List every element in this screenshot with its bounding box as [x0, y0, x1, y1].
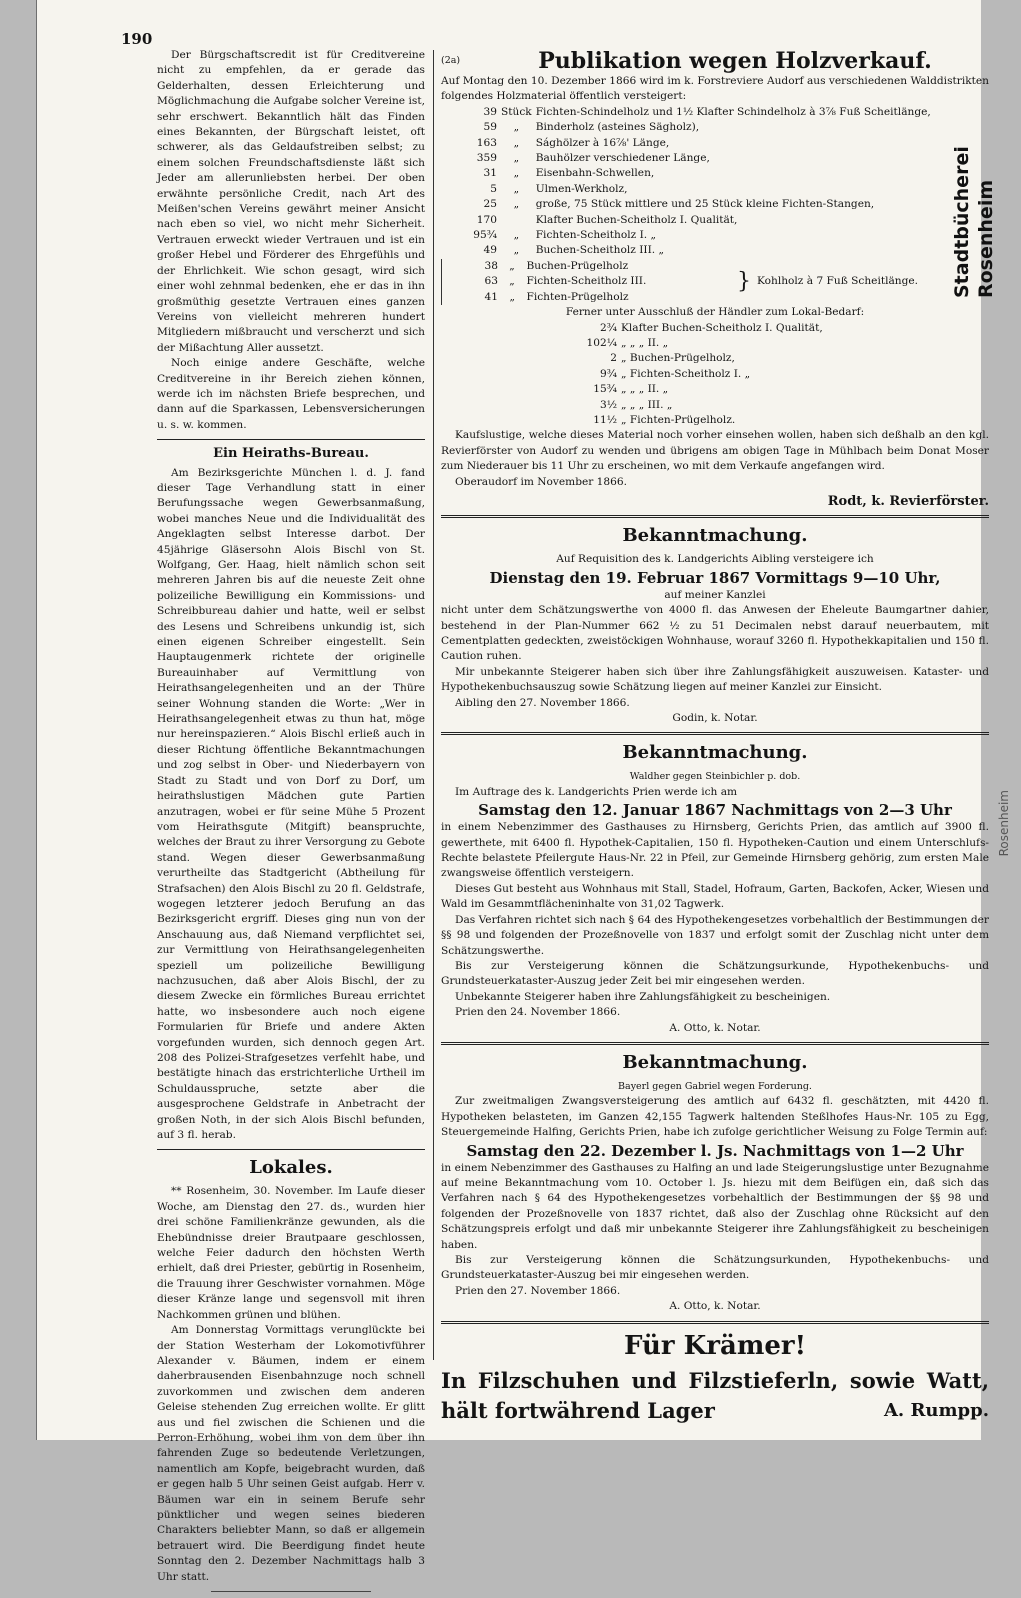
case-name: Bayerl gegen Gabriel wegen Forderung.	[618, 1080, 812, 1092]
article-paragraph: Am Bezirksgerichte München l. d. J. fand dieser Tage Verhandlung statt in einer Berufungssache wegen Gewerbsanmaßung, wobei manches Neue und die Individualität des Angeklagten selbst Interesse darbot. Der 45jährige Gläsersohn Alois Bischl von St. Wolfgang, Ger. Haag, hielt nämlich schon seit mehreren Jahren bis auf die neueste Zeit ohne polizeiliche Bewilligung ein Kommissions- und Schreibbureau dahier und hatte, weil er selbst des Lesens und Schreibens unkundig ist, sich einen eigenen Schreiber eingestellt. Sein Hauptaugenmerk richtete der originelle Bureauinhaber auf Vermittlung von Heirathsangelegenheiten und an der Thüre seiner Wohnung standen die Worte: „Wer in Heirathsangelegenheit etwas zu thun hat, möge nur hereinspazieren.“ Alois Bischl erließ auch in dieser Richtung öffentliche Bekanntmachungen und zog selbst in Ober- und Niederbayern von Stadt zu Stadt und von Dorf zu Dorf, um heirathslustigen Mädchen gute Partien anzutragen, wobei er für seine Mühe 5 Prozent vom Heirathsgute (Mitgift) beanspruchte, welches der Braut zu ihrer Versorgung zu Gebote stand. Wegen dieser Gewerbsanmaßung verurtheilte das Stadtgericht (Abtheilung für Strafsachen) den Alois Bischl zu 20 fl. Geldstrafe, wogegen letzterer jedoch Berufung an das Bezirksgericht ergriff. Dieses ging nun von der Anschauung aus, daß Niemand verpflichtet sei, zur Vermittlung von Heirathsangelegenheiten speziell um polizeiliche Bewilligung nachzusuchen, daß aber Alois Bischl, der zu diesem Zwecke ein förmliches Bureau errichtet hatte, wo insbesondere auch noch eigene Formularien für Briefe und andere Akten vorgefunden wurden, sich dennoch gegen Art. 208 des Polizei-Strafgesetzes verfehlt habe, und bestätigte hinach das erstrichterliche Urtheil im Schuldausspruche, setzte aber die ausgesprochene Geldstrafe in Anbetracht der großen Noth, in der sich Alois Bischl befunden, auf 3 fl. herab.	[157, 466, 425, 1142]
list-row	[442, 259, 732, 274]
quantity: 49	[483, 244, 497, 257]
quantity: 25	[483, 198, 497, 211]
case-name: Waldher gegen Steinbichler p. dob.	[629, 771, 801, 783]
divider	[441, 1321, 989, 1324]
quantity: 170	[476, 213, 497, 226]
list-row	[561, 413, 921, 428]
notice-signature: A. Otto, k. Notar.	[669, 1021, 761, 1034]
auction-date: Dienstag den 19. Februar 1867 Vormittags 9—10 Uhr,	[489, 568, 941, 587]
unit: „	[509, 290, 515, 303]
quantity: 2¾	[599, 321, 617, 334]
list-row	[441, 105, 989, 120]
item-description: Klafter Buchen-Scheitholz I. Qualität,	[621, 321, 823, 334]
page-number: 190	[121, 30, 153, 48]
kohlholz-group: 38 „ Buchen-Prügelholz 63 „ Fichten-Scheitholz III. 41 „ Fichten-Prügelholz } Kohlholz à 7 Fuß Scheitlänge.	[441, 259, 989, 305]
item-description: „ Fichten-Prügelholz.	[621, 413, 736, 426]
notice-tag: (2a)	[441, 55, 461, 67]
notice-intro: Im Auftrage des k. Landgerichts Prien werde ich am	[455, 785, 738, 798]
list-row	[441, 213, 989, 228]
ad-body: In Filzschuhen und Filzstieferln, sowie Watt, hält fortwährend Lager	[441, 1367, 989, 1423]
heading-lokales: Lokales.	[249, 1157, 333, 1179]
notice-body: Mir unbekannte Steigerer haben sich über ihre Zahlungsfähigkeit auszuweisen. Kataster- und Hypothekenbuchsauszug sowie Schätzung liegen auf meiner Kanzlei zur Einsicht.	[441, 665, 989, 694]
unit	[499, 213, 534, 228]
quantity: 2	[610, 352, 617, 365]
ad-title: Für Krämer!	[624, 1330, 806, 1361]
item-description: Eisenbahn-Schwellen,	[535, 167, 655, 180]
quantity: 5	[490, 182, 497, 195]
notice-body: in einem Nebenzimmer des Gasthauses zu Halfing an und lade Steigerungslustige unter Bezugnahme auf meine Bekanntmachung vom 10. October l. Js. hiezu mit dem Beifügen ein, daß sich das Verfahren nach § 64 des Hypothekengesetzes vorbehaltlich der Bestimmungen der §§ 98 und folgenden der Prozeßnovelle von 1837 richtet, daß also der Zuschlag ohne Rücksicht auf den Schätzungspreis erfolgt und daß mir unbekannte Steigerer ihre Zahlungsfähigkeit zu bescheinigen haben.	[441, 1161, 989, 1251]
library-stamp-faint	[997, 790, 1021, 900]
article-paragraph: Am Donnerstag Vormittags verunglückte bei der Station Westerham der Lokomotivführer Alexander v. Bäumen, indem er einem daherbrausenden Eisenbahnzuge noch schnell zuvorkommen und zwischen dem anderen Geleise stehenden Zug erreichen wollte. Er glitt aus und fiel zwischen die Schienen und die Perron-Erhöhung, wobei ihm von dem über ihn fahrenden Zuge so bedeutende Verletzungen, namentlich am Kopfe, beigebracht wurden, daß er gegen halb 5 Uhr seinen Geist aufgab. Herr v. Bäumen war ein in seinem Berufe sehr pünktlicher und wegen seines biederen Charakters beliebter Mann, so daß er allgemein betrauert wird. Die Beerdigung findet heute Sonntag den 2. Dezember Nachmittags halb 3 Uhr statt.	[157, 1324, 425, 1583]
quantity: 3½	[599, 398, 617, 411]
brace-note: Kohlholz à 7 Fuß Scheitlänge.	[757, 275, 919, 288]
list-row	[561, 351, 921, 366]
list-row	[441, 197, 989, 212]
list-row	[441, 182, 989, 197]
list-row	[561, 367, 921, 382]
list-row	[442, 274, 732, 289]
item-description: Ulmen-Werkholz,	[535, 182, 628, 195]
notice-signature: A. Otto, k. Notar.	[669, 1300, 761, 1313]
article-paragraph: ** Rosenheim, 30. November. Im Laufe dieser Woche, am Dienstag den 27. ds., wurden hier drei schöne Familienkränze gewunden, als die Ehebündnisse dreier Brautpaare geschlossen, welche Feier dadurch den höchsten Werth erhielt, daß drei Priester, gebürtig in Rosenheim, die Trauung ihrer Geschwister vornahmen. Möge dieser Kränze lange und segensvoll mit ihren Nachkommen grünen und blühen.	[157, 1185, 425, 1321]
quantity: 39	[483, 105, 497, 118]
ad-name: A. Rumpp.	[883, 1399, 989, 1421]
advertisement	[441, 1330, 989, 1426]
article-paragraph: Der Bürgschaftscredit ist für Creditvereine nicht zu empfehlen, da er gerade das Gelderhalten, dessen Erleichterung und Möglichmachung die Aufgabe solcher Vereine ist, sehr erschwert. Bekanntlich hält das Finden eines Bekannten, der Bürgschaft leistet, oft schwerer, als das Geldaufstreiben selbst; zu einem solchen Freundschaftsdienste läßt sich Jeder am allerunliebsten herbei. Der oben erwähnte persönliche Credit, nach Art des Meißen'schen Vereins gewährt meiner Ansicht nach eben so viel, wo nicht mehr Sicherheit. Vertrauen erweckt wieder Vertrauen und ist ein großer Hebel und Förderer des Ehrgefühls und der Ehrlichkeit. Wie schon gesagt, wird sich einer wohl zehnmal bedenken, ehe er das in ihn großmüthig gesetzte Vertrauen eines ganzen Vereins von vielleicht mehreren hundert Mitgliedern mißbraucht und verscherzt und sich der Mißachtung Aller aussetzt.	[157, 49, 425, 354]
list-row	[561, 321, 921, 336]
bekanntmachung-1	[441, 524, 989, 726]
notice-body: Unbekannte Steigerer haben ihre Zahlungsfähigkeit zu bescheinigen.	[455, 990, 831, 1003]
auction-date: Samstag den 22. Dezember l. Js. Nachmittags von 1—2 Uhr	[466, 1141, 964, 1160]
newspaper-page	[36, 0, 1011, 1583]
notice-sub: auf meiner Kanzlei	[664, 588, 766, 601]
notice-body: Bis zur Versteigerung können die Schätzungsurkunden, Hypothekenbuchs- und Grundsteuerkataster-Auszug bei mir eingesehen werden.	[441, 1254, 989, 1282]
notice-intro: Zur zweitmaligen Zwangsversteigerung des amtlich auf 6432 fl. geschätzten, mit 4420 fl. Hypotheken belasteten, im Ganzen 42,155 Tagwerk haltenden Steßlhofes Haus-Nr. 105 zu Egg, Steuergemeinde Halfing, Gerichts Prien, habe ich zufolge gerichtlicher Weisung zu Folge Termin auf:	[441, 1095, 989, 1139]
notice-place: Prien den 27. November 1866.	[455, 1284, 621, 1297]
list-row	[441, 228, 989, 243]
quantity: 359	[476, 152, 497, 165]
notice-body: Bis zur Versteigerung können die Schätzungsurkunde, Hypothekenbuchs- und Grundsteuerkataster-Auszug jeder Zeit bei mir eingesehen werden.	[441, 959, 989, 988]
item-description: Sághölzer à 16⅞' Länge,	[535, 136, 670, 149]
quantity: 15¾	[593, 383, 617, 396]
item-description: „ „ „ II. „	[621, 336, 669, 349]
lokal-list	[561, 321, 921, 429]
notice-place: Oberaudorf im November 1866.	[455, 475, 628, 488]
auction-date: Samstag den 12. Januar 1867 Nachmittags von 2—3 Uhr	[478, 801, 952, 820]
quantity: 31	[483, 167, 497, 180]
list-row	[441, 243, 989, 258]
list-row	[441, 120, 989, 135]
unit: „	[513, 182, 520, 195]
unit: „	[513, 198, 520, 211]
notice-body: nicht unter dem Schätzungswerthe von 4000 fl. das Anwesen der Eheleute Baumgartner dahier, bestehend in der Plan-Nummer 662 ½ zu 51 Decimalen nebst darauf neuerbautem, mit Cementplatten gedeckten, zweistöckigen Wohnhause, worauf 3260 fl. Hypothekkapitalien und 150 fl. Caution ruhen.	[441, 604, 989, 663]
list-row	[442, 290, 732, 305]
article-paragraph: Noch einige andere Geschäfte, welche Creditvereine in ihr Bereich ziehen können, werde ich im nächsten Briefe besprechen, und dann auf die Sparkassen, Lebensversicherungen u. s. w. kommen.	[157, 357, 425, 431]
holzverkauf-notice	[441, 48, 989, 509]
item-description: Klafter Buchen-Scheitholz I. Qualität,	[535, 213, 738, 226]
quantity: 41	[484, 290, 498, 303]
list-row	[561, 336, 921, 351]
column-divider	[433, 50, 434, 1360]
quantity: 11½	[593, 413, 617, 426]
item-description: Fichten-Scheitholz III.	[526, 275, 647, 288]
quantity: 59	[483, 121, 497, 134]
notice-body: Das Verfahren richtet sich nach § 64 des Hypothekengesetzes vorbehaltlich der Bestimmungen der §§ 98 und folgenden der Prozeßnovelle von 1837 und erfolgt somit der Zuschlag nicht unter dem Schätzungswerthe.	[441, 913, 989, 957]
divider	[441, 1042, 989, 1045]
item-description: Buchen-Scheitholz III. „	[535, 244, 664, 257]
ad-text	[441, 1366, 989, 1426]
item-description: große, 75 Stück mittlere und 25 Stück kleine Fichten-Stangen,	[535, 198, 875, 211]
list-row	[441, 136, 989, 151]
quantity: 95¾	[473, 229, 497, 242]
divider	[441, 732, 989, 735]
end-rule	[211, 1591, 372, 1592]
notice-title: Bekanntmachung.	[622, 1051, 808, 1073]
heading-heiraths-bureau: Ein Heiraths-Bureau.	[213, 446, 369, 462]
unit: „	[513, 167, 520, 180]
list-row	[441, 151, 989, 166]
notice-body: in einem Nebenzimmer des Gasthauses zu Hirnsberg, Gerichts Prien, das amtlich auf 3900 fl. gewerthete, mit 6400 fl. Hypothek-Capitalien, 150 fl. Hypotheken-Caution und einem Unterschlufs-Rechte belastete Pfeilergute Haus-Nr. 22 in Pfeil, zur Gemeinde Hirnsberg gehörig, zum ersten Male zwangsweise öffentlich versteigern.	[441, 821, 989, 880]
stamp-line: Rosenheim	[997, 790, 1011, 857]
list-row	[561, 382, 921, 397]
unit: „	[513, 121, 520, 134]
notice-title: Bekanntmachung.	[622, 742, 808, 764]
divider	[441, 515, 989, 518]
quantity: 38	[484, 259, 498, 272]
item-description: Fichten-Prügelholz	[526, 290, 629, 303]
quantity: 102¼	[586, 336, 617, 349]
item-description: Bauhölzer verschiedener Länge,	[535, 152, 710, 165]
divider	[157, 1149, 425, 1150]
left-column	[157, 48, 425, 1598]
lokal-intro: Ferner unter Ausschluß der Händler zum Lokal-Bedarf:	[565, 306, 865, 319]
notice-body: Dieses Gut besteht aus Wohnhaus mit Stall, Stadel, Hofraum, Garten, Backofen, Acker, Wiesen und Wald im Gesammtflächeninhalte von 31,02 Tagwerk.	[441, 882, 989, 911]
list-row	[561, 398, 921, 413]
item-description: Fichten-Scheitholz I. „	[535, 229, 657, 242]
item-description: „ „ „ II. „	[621, 383, 669, 396]
unit: „	[509, 259, 515, 272]
notice-signature: Rodt, k. Revierförster.	[827, 493, 989, 509]
item-description: Buchen-Prügelholz	[526, 259, 629, 272]
item-description: „ „ „ III. „	[621, 398, 673, 411]
unit: „	[513, 136, 520, 149]
library-stamp	[949, 146, 999, 298]
item-description: „ Buchen-Prügelholz,	[621, 352, 735, 365]
unit: „	[513, 152, 520, 165]
right-column	[441, 48, 989, 1426]
quantity: 163	[476, 136, 497, 149]
quantity: 63	[484, 275, 498, 288]
notice-title: Publikation wegen Holzverkauf.	[538, 48, 932, 74]
unit: Stück	[501, 105, 532, 118]
bekanntmachung-2	[441, 741, 989, 1036]
notice-place: Prien den 24. November 1866.	[455, 1006, 621, 1019]
notice-intro: Auf Requisition des k. Landgerichts Aibling versteigere ich	[556, 553, 874, 566]
unit: „	[513, 244, 520, 257]
unit: „	[513, 229, 520, 242]
stamp-line: Rosenheim	[975, 179, 997, 298]
wood-list	[441, 105, 989, 259]
unit: „	[509, 275, 515, 288]
bekanntmachung-3	[441, 1051, 989, 1315]
notice-place: Aibling den 27. November 1866.	[455, 696, 630, 709]
quantity: 9¾	[599, 367, 617, 380]
notice-intro: Auf Montag den 10. Dezember 1866 wird im k. Forstreviere Audorf aus verschiedenen Walddistrikten folgendes Holzmaterial öffentlich versteigert:	[441, 75, 989, 103]
notice-signature: Godin, k. Notar.	[672, 712, 758, 725]
item-description: „ Fichten-Scheitholz I. „	[621, 367, 751, 380]
notice-title: Bekanntmachung.	[622, 525, 808, 547]
notice-closing: Kaufslustige, welche dieses Material noch vorher einsehen wollen, haben sich deßhalb an den kgl. Revierförster von Audorf zu wenden und übrigens am obigen Tage in Mühlbach beim Donat Moser zum Niederauer bis 11 Uhr zu erscheinen, wo mit dem Verkaufe angefangen wird.	[441, 429, 989, 473]
item-description: Fichten-Schindelholz und 1½ Klafter Schindelholz à 3⅞ Fuß Scheitlänge,	[535, 105, 931, 118]
divider	[157, 439, 425, 440]
item-description: Binderholz (asteines Sägholz),	[535, 121, 700, 134]
stamp-line: Stadtbücherei	[951, 146, 973, 298]
list-row	[441, 166, 989, 181]
